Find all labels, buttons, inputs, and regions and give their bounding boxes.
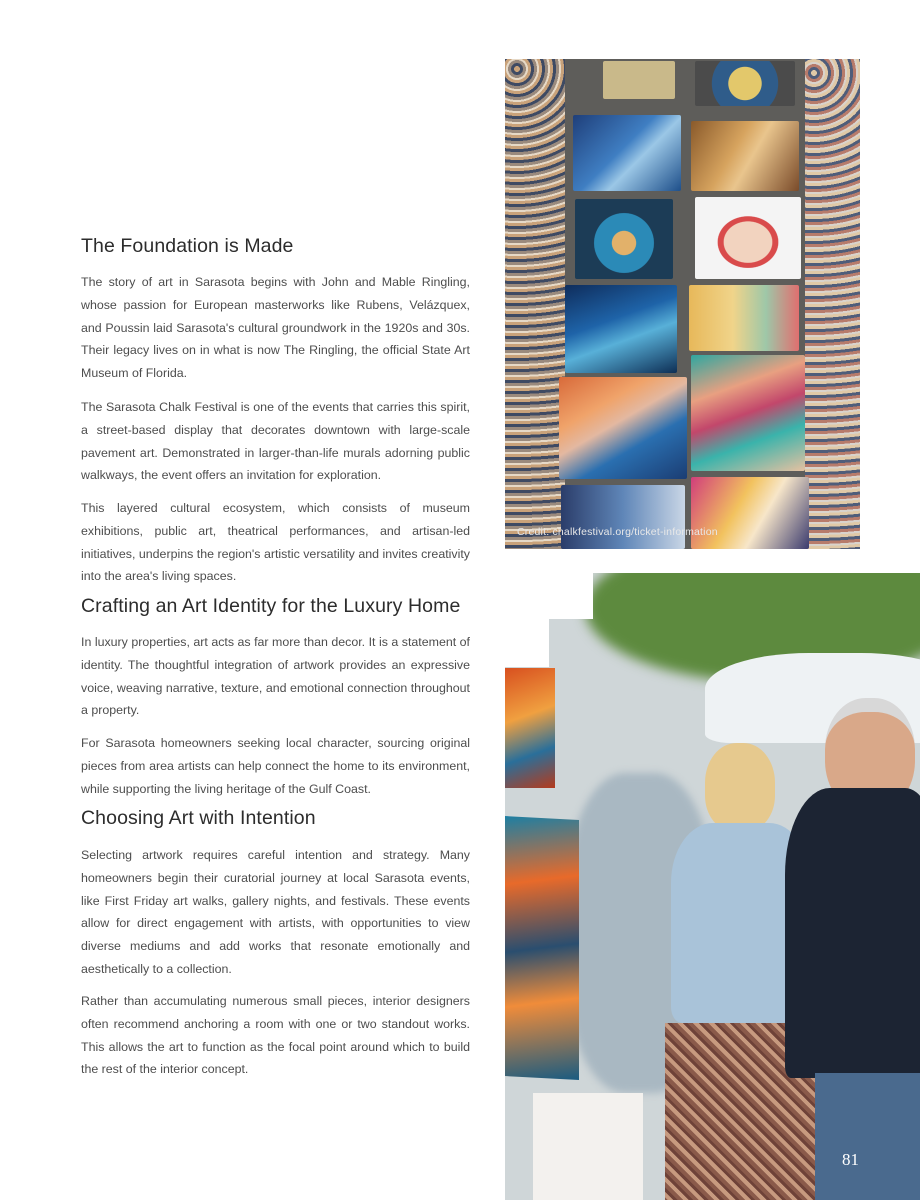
- paragraph: The story of art in Sarasota begins with John and Mable Ringling, whose passion for European masterworks like Rubens, Velázquex, and Poussin laid Sarasota's cultural groundwork in the 1920s and 30s. Their legacy lives on in what is now The Ringling, the official State Art Museum of Florida.: [81, 275, 470, 381]
- chalk-mural: [695, 197, 801, 279]
- paragraph: Rather than accumulating numerous small pieces, interior designers often recommend anchoring a room with one or two standout works. This allows the art to function as the focal point around which to build the rest of the interior concept.: [81, 994, 470, 1077]
- section-heading-art-identity: Crafting an Art Identity for the Luxury Home: [81, 595, 461, 617]
- chalk-mural: [695, 61, 795, 106]
- section-heading-foundation: The Foundation is Made: [81, 235, 294, 257]
- photo-credit: Credit: chalkfestival.org/ticket-information: [517, 526, 718, 538]
- chalk-mural: [565, 285, 677, 373]
- section-heading-choosing-art: Choosing Art with Intention: [81, 807, 316, 829]
- paragraph: The Sarasota Chalk Festival is one of the events that carries this spirit, a street-based display that decorates downtown with large-scale pavement art. Demonstrated in larger-than-life murals adorning public walkways, the event offers an invitation for exploration.: [81, 400, 470, 483]
- chalk-mural: [573, 115, 681, 191]
- page-number: 81: [842, 1150, 859, 1169]
- chalk-mural: [691, 355, 805, 471]
- chalk-mural: [561, 485, 685, 549]
- crowd-right: [805, 59, 860, 549]
- paragraph: For Sarasota homeowners seeking local character, sourcing original pieces from area artists can help connect the home to its environment, while supporting the living heritage of the Gulf Coast.: [81, 736, 470, 796]
- photo-notch: [505, 573, 593, 619]
- painting-canvas: [505, 816, 579, 1080]
- paragraph: This layered cultural ecosystem, which consists of museum exhibitions, public art, theatrical performances, and artisan-led initiatives, underpins the region's artistic versatility and invites creativity into the area's living spaces.: [81, 501, 470, 584]
- chalk-mural: [691, 477, 809, 549]
- painting-canvas: [505, 668, 555, 788]
- paragraph: Selecting artwork requires careful intention and strategy. Many homeowners begin their curatorial journey at local Sarasota events, like First Friday art walks, gallery nights, and festivals. These events allow for direct engagement with artists, with opportunities to view diverse mediums and add works that resonate emotionally and aesthetically to a collection.: [81, 848, 470, 976]
- chalk-mural: [691, 121, 799, 191]
- photo-notch: [505, 619, 549, 667]
- chalk-mural: [603, 61, 675, 99]
- chalk-mural: [559, 377, 687, 479]
- chalk-festival-aerial-photo: [505, 59, 860, 549]
- chalk-mural: [575, 199, 673, 279]
- art-fair-couple-photo: [505, 573, 920, 1200]
- crowd-left: [505, 59, 565, 549]
- chalk-mural: [689, 285, 799, 351]
- man-figure: [785, 698, 920, 1200]
- paragraph: In luxury properties, art acts as far more than decor. It is a statement of identity. The thoughtful integration of artwork provides an expressive voice, weaving narrative, texture, and emotional connection throughout a property.: [81, 635, 470, 718]
- easel-panel: [533, 1093, 643, 1200]
